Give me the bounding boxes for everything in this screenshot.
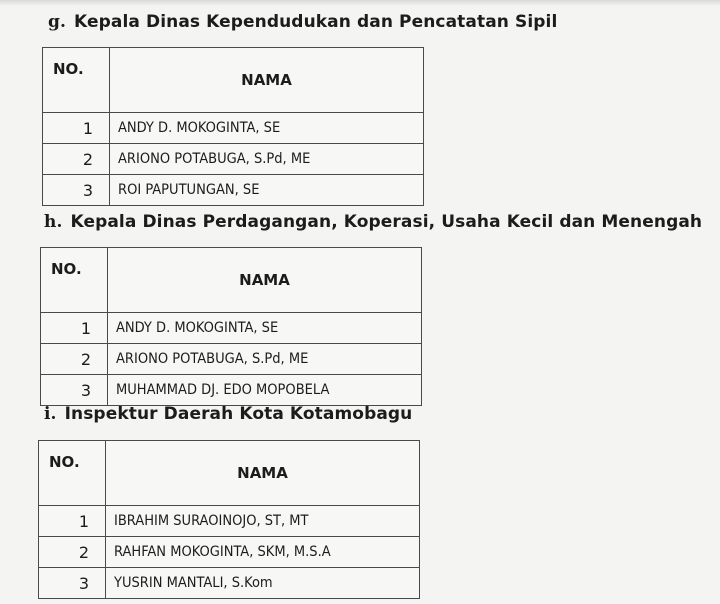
section-heading-g <box>48 12 557 32</box>
table-row <box>41 344 422 375</box>
row-number: 3 <box>41 375 108 406</box>
officials-table-g <box>42 47 424 206</box>
table-row <box>41 375 422 406</box>
table-header-row <box>39 441 420 506</box>
section-letter: i. <box>44 404 57 424</box>
row-name: IBRAHIM SURAOINOJO, ST, MT <box>106 506 420 537</box>
officials-table-i <box>38 440 420 599</box>
section-heading-h <box>44 212 702 232</box>
table-row <box>39 506 420 537</box>
table-row <box>39 568 420 599</box>
header-name: NAMA <box>106 441 420 506</box>
row-name: ARIONO POTABUGA, S.Pd, ME <box>110 144 424 175</box>
table-row <box>43 144 424 175</box>
row-number: 2 <box>43 144 110 175</box>
section-letter: h. <box>44 212 63 232</box>
section-title: Kepala Dinas Kependudukan dan Pencatatan Sipil <box>74 12 558 32</box>
officials-table-h <box>40 247 422 406</box>
section-letter: g. <box>48 12 67 32</box>
row-name: YUSRIN MANTALI, S.Kom <box>106 568 420 599</box>
table-header-row <box>43 48 424 113</box>
row-number: 2 <box>39 537 106 568</box>
row-number: 3 <box>43 175 110 206</box>
section-title: Kepala Dinas Perdagangan, Koperasi, Usaha Kecil dan Menengah <box>70 212 703 232</box>
table-row <box>39 537 420 568</box>
header-no: NO. <box>43 48 110 113</box>
row-name: ROI PAPUTUNGAN, SE <box>110 175 424 206</box>
table-row <box>43 113 424 144</box>
row-name: ARIONO POTABUGA, S.Pd, ME <box>108 344 422 375</box>
row-name: MUHAMMAD DJ. EDO MOPOBELA <box>108 375 422 406</box>
row-name: RAHFAN MOKOGINTA, SKM, M.S.A <box>106 537 420 568</box>
table-row <box>41 313 422 344</box>
row-number: 2 <box>41 344 108 375</box>
row-number: 1 <box>41 313 108 344</box>
section-title: Inspektur Daerah Kota Kotamobagu <box>64 404 413 424</box>
row-number: 1 <box>39 506 106 537</box>
row-name: ANDY D. MOKOGINTA, SE <box>110 113 424 144</box>
header-name: NAMA <box>110 48 424 113</box>
section-heading-i <box>44 404 412 424</box>
row-number: 1 <box>43 113 110 144</box>
page-top-edge <box>0 0 720 6</box>
table-header-row <box>41 248 422 313</box>
header-no: NO. <box>41 248 108 313</box>
header-name: NAMA <box>108 248 422 313</box>
row-number: 3 <box>39 568 106 599</box>
row-name: ANDY D. MOKOGINTA, SE <box>108 313 422 344</box>
table-row <box>43 175 424 206</box>
header-no: NO. <box>39 441 106 506</box>
